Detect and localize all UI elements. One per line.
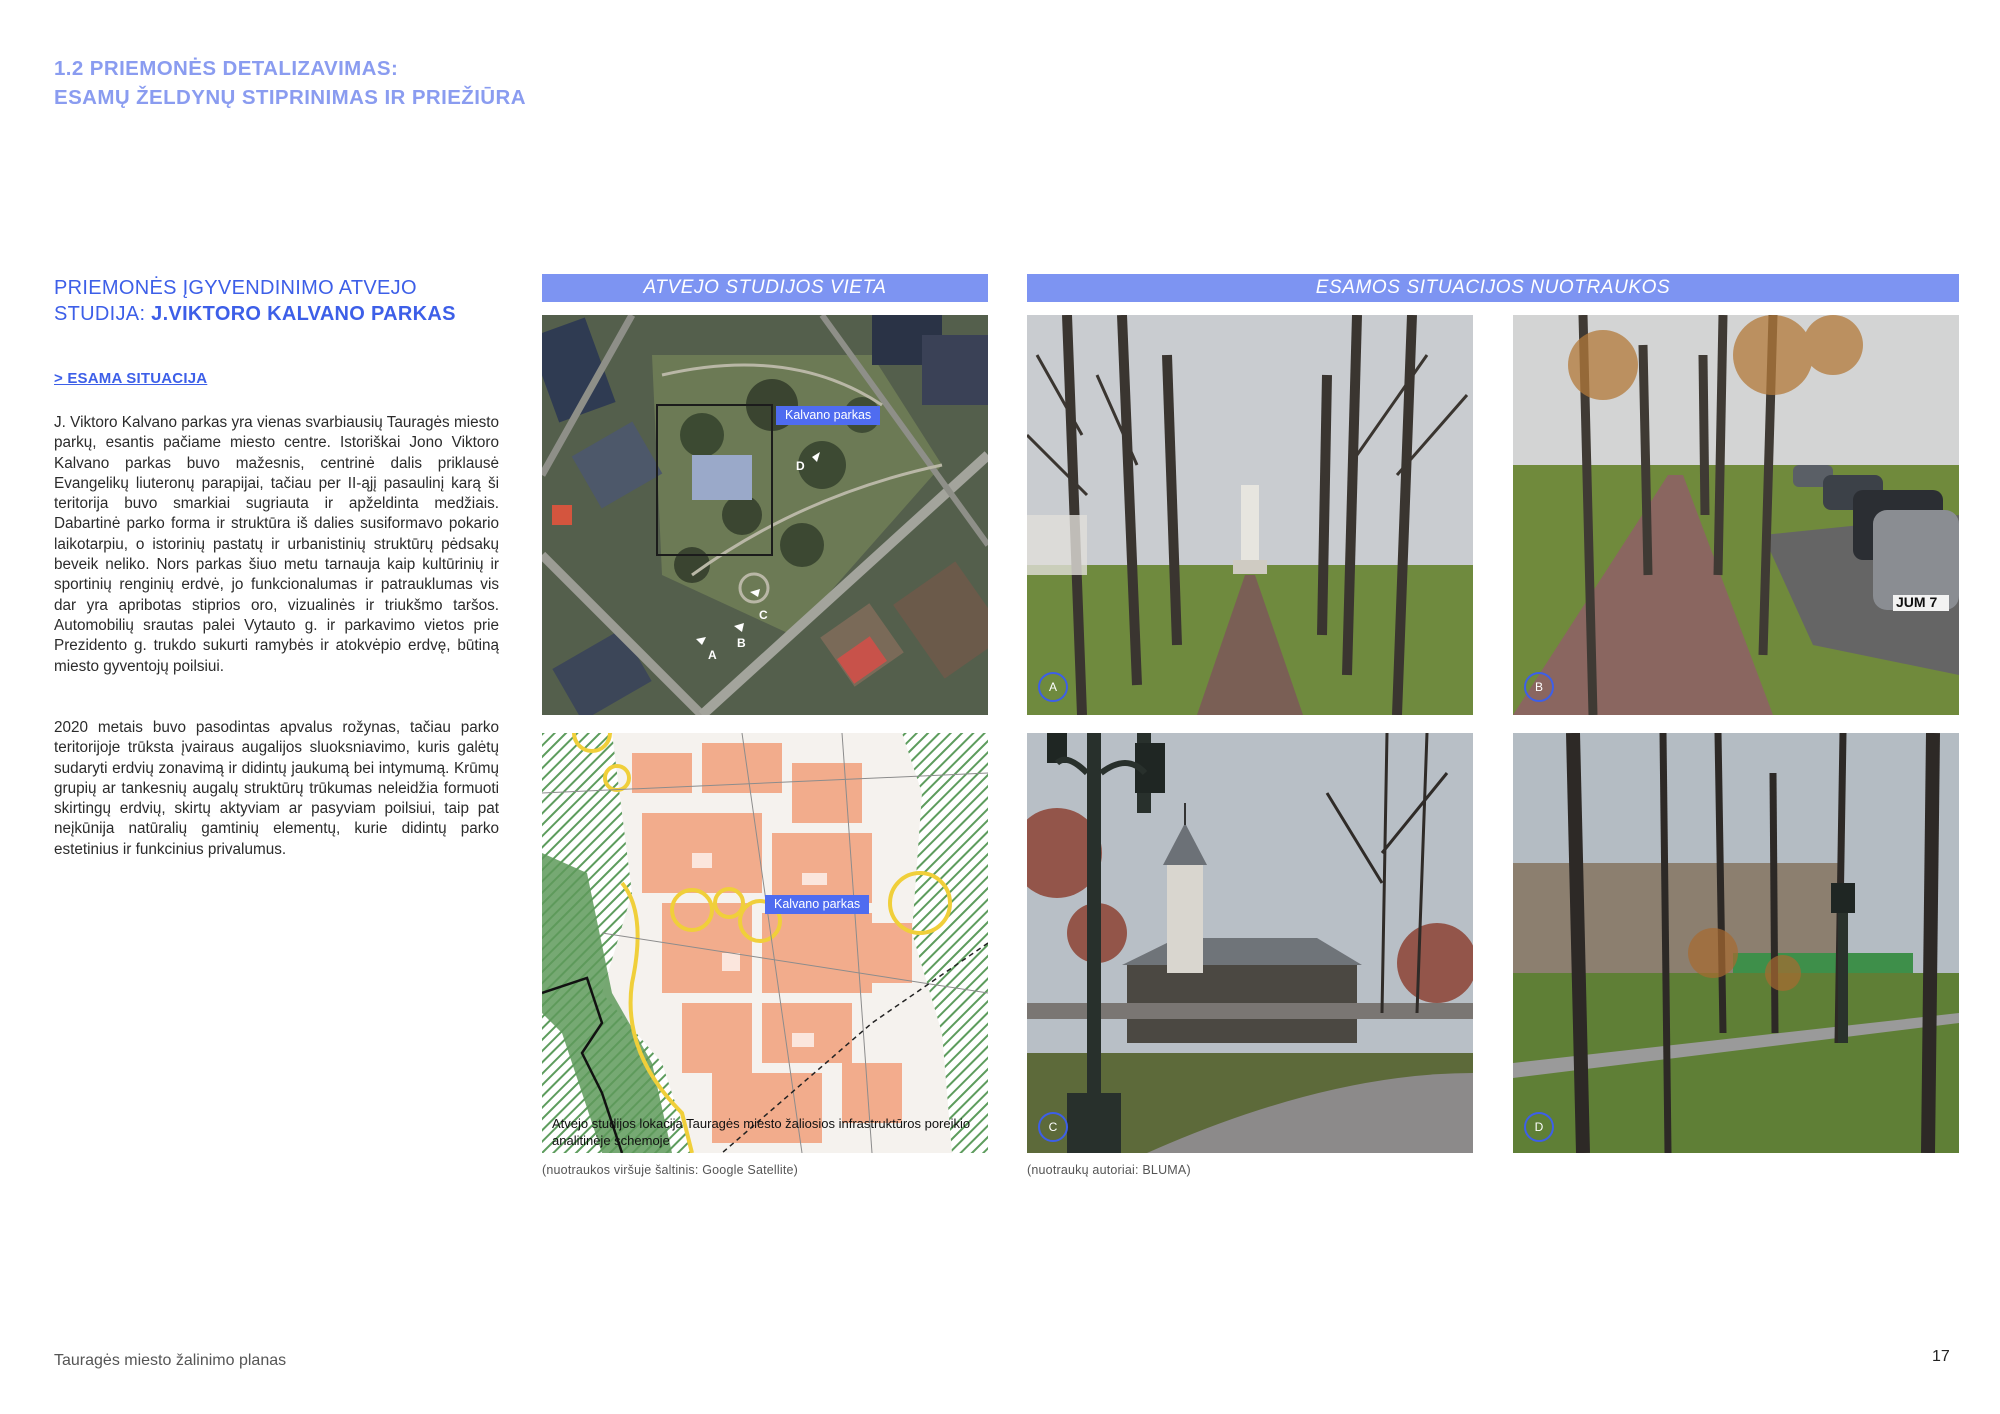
satellite-source-caption: (nuotraukos viršuje šaltinis: Google Satellite) — [542, 1163, 799, 1177]
satellite-letter-a: A — [708, 648, 717, 662]
photo-c — [1027, 733, 1473, 1153]
case-study-title-line2 — [54, 301, 494, 327]
schema-caption: Atvejo studijos lokacija Tauragės miesto žaliosios infrastruktūros poreikio analitinėje schemoje — [552, 1116, 971, 1148]
paragraph-rose-garden: 2020 metais buvo pasodintas apvalus rožynas, tačiau parko teritorijoje trūksta įvairaus augalijos sluoksniavimo, kuris galėtų sudaryti erdvių zonavimą ir didintų jaukumą bei intymumą. Krūmų grupių ar tankesnių augalų struktūrų trūkumas neleidžia formuoti skirtingų erdvių, skirtų aktyviam ar pasyviam poilsiui, taip pat neįkūnija natūralių gamtinių elementų, kurie didintų parko estetinius ir funkcinius privalumus. — [54, 719, 499, 858]
photos-header: ESAMOS SITUACIJOS NUOTRAUKOS — [1027, 274, 1959, 302]
case-study-park-name: J.VIKTORO KALVANO PARKAS — [151, 303, 456, 325]
satellite-letter-c: C — [759, 608, 768, 622]
paragraph-history: J. Viktoro Kalvano parkas yra vienas svarbiausių Tauragės miesto parkų, esantis pačiame miesto centre. Istoriškai Jono Viktoro Kalvano parkas buvo mažesnis, centrinė dalis priklausė Evangelikų liuteronų parapijai, tačiau per II-ąjį pasaulinį karą ši teritorija buvo smarkiai sugriauta ir apželdinta medžiais. Dabartinė parko forma ir struktūra iš dalies susiformavo pokario laikotarpiu, o istorinių pastatų ir urbanistinių struktūrų pėdsakų beveik neliko. Nors parkas šiuo metu tarnauja kaip kultūrinių ir sportinių renginių erdvė, jo funkcionalumas ir patrauklumas vis dar yra apribotas stiprios oro, vizualinės ir triukšmo taršos. Automobilių srautas palei Vytauto g. ir parkavimo vietos prie Prezidento g. trukdo sukurti ramybės ir atokvėpio erdvę, būtiną miesto gyventojų poilsiui. — [54, 414, 499, 675]
photo-marker-c: C — [1038, 1112, 1068, 1142]
satellite-letter-b: B — [737, 636, 746, 650]
location-header: ATVEJO STUDIJOS VIETA — [542, 274, 988, 302]
schema-pin-label: Kalvano parkas — [765, 895, 869, 914]
license-plate: JUM 7 — [1896, 594, 1938, 610]
photo-a — [1027, 315, 1473, 715]
case-study-title — [54, 275, 494, 327]
footer-document-title: Tauragės miesto žalinimo planas — [54, 1352, 287, 1369]
page-number: 17 — [1932, 1348, 1950, 1365]
satellite-pin-label: Kalvano parkas — [776, 406, 880, 425]
satellite-letter-d: D — [796, 459, 805, 473]
photo-b — [1513, 315, 1959, 715]
photo-marker-a: A — [1038, 672, 1068, 702]
photo-d — [1513, 733, 1959, 1153]
photo-marker-b: B — [1524, 672, 1554, 702]
case-study-title-prefix: STUDIJA: — [54, 303, 152, 325]
green-infrastructure-schema — [542, 733, 988, 1153]
current-situation-heading: > ESAMA SITUACIJA — [54, 370, 208, 387]
section-title-line1: 1.2 PRIEMONĖS DETALIZAVIMAS: — [54, 57, 399, 80]
photo-marker-d: D — [1524, 1112, 1554, 1142]
section-title — [54, 54, 654, 112]
satellite-map — [542, 315, 988, 715]
case-study-title-line1: PRIEMONĖS ĮGYVENDINIMO ATVEJO — [54, 277, 417, 299]
photo-author-caption: (nuotraukų autoriai: BLUMA) — [1027, 1163, 1191, 1177]
section-title-line2: ESAMŲ ŽELDYNŲ STIPRINIMAS IR PRIEŽIŪRA — [54, 86, 526, 109]
